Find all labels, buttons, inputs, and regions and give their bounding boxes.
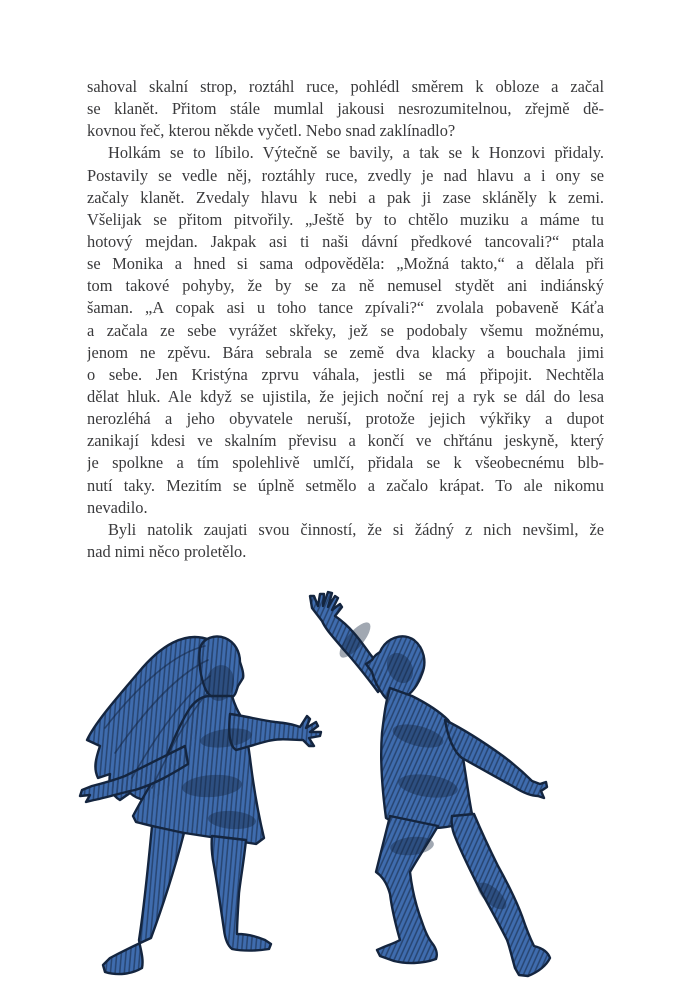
text-line: začaly klanět. Zvedaly hlavu k nebi a pak ji zase skláněly k zemi. bbox=[87, 187, 604, 207]
illustration-dancing-children bbox=[60, 588, 620, 1000]
text-line: Všelijak se přitom pitvořily. „Ještě by to chtělo muziku a máme tu bbox=[87, 209, 604, 229]
text-line: jenom ne zpěvu. Bára sebrala se země dva klacky a bouchala jimi bbox=[87, 342, 604, 362]
text-line: Holkám se to líbilo. Výtečně se bavily, a tak se k Honzovi přidaly. bbox=[108, 143, 604, 163]
text-line: se Monika a hned si sama odpověděla: „Možná takto,“ a dělala při bbox=[87, 254, 604, 274]
text-line: a začala ze sebe vyrážet skřeky, jež se podobaly všemu možnému, bbox=[87, 320, 604, 340]
dancing-boy-figure bbox=[310, 592, 550, 976]
text-line: tom takové pohyby, že by se za ně nemusel stydět ani indiánský bbox=[87, 276, 604, 296]
text-line: Postavily se vedle něj, roztáhly ruce, zvedly je nad hlavu a i ony se bbox=[87, 165, 604, 185]
text-line: nevadilo. bbox=[87, 497, 148, 517]
text-line: se klanět. Přitom stále mumlal jakousi nesrozumitelnou, zřejmě dě- bbox=[87, 99, 604, 119]
text-line: nad nimi něco proletělo. bbox=[87, 541, 247, 561]
text-line: je spolkne a tím spolehlivě umlčí, přidala se k všeobecnému blb- bbox=[87, 453, 604, 473]
text-line: zanikají kdesi ve skalním převisu a končí ve chřtánu jeskyně, který bbox=[87, 431, 604, 451]
text-line: sahoval skalní strop, roztáhl ruce, pohlédl směrem k obloze a začal bbox=[87, 77, 604, 96]
text-line: nutí taky. Mezitím se úplně setmělo a začalo krápat. To ale nikomu bbox=[87, 475, 604, 495]
text-line: nerozléhá a jeho obyvatele neruší, protože jejich výkřiky a dupot bbox=[87, 409, 604, 429]
dancing-girl-figure bbox=[80, 636, 321, 974]
text-line: o sebe. Jen Kristýna zprvu váhala, jestli se má připojit. Nechtěla bbox=[87, 364, 604, 384]
text-line: hotový mejdan. Jakpak asi ti naši dávní předkové tancovali?“ ptala bbox=[87, 231, 604, 251]
text-line: dělat hluk. Ale když se ujistila, že jejich noční rej a ryk se dál do lesa bbox=[87, 386, 604, 406]
text-line: šaman. „A copak asi u toho tance zpívali?“ zvolala pobaveně Káťa bbox=[87, 298, 604, 318]
dancing-children-drawing bbox=[60, 588, 620, 1000]
text-line: Byli natolik zaujati svou činností, že si žádný z nich nevšiml, že bbox=[108, 519, 604, 539]
text-block bbox=[87, 76, 604, 563]
text-line: kovnou řeč, kterou někde vyčetl. Nebo snad zaklínadlo? bbox=[87, 121, 456, 141]
